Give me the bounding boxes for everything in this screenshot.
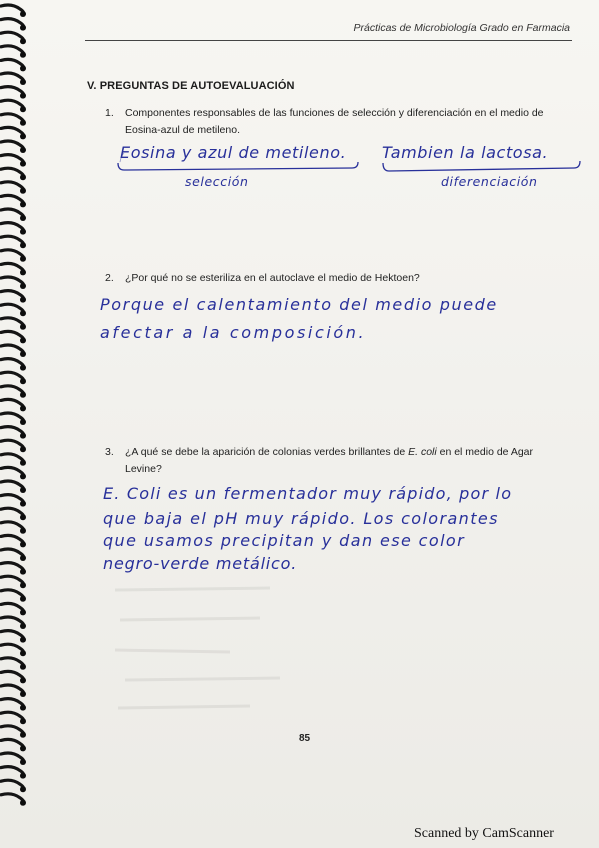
answer-3-line-4: negro-verde metálico. — [103, 554, 298, 573]
organism-name: E. coli — [408, 446, 437, 458]
answer-1-left-label: selección — [185, 174, 249, 189]
section-title: V. PREGUNTAS DE AUTOEVALUACIÓN — [87, 80, 295, 92]
answer-2-line-2: afectar a la composición. — [100, 323, 367, 342]
answer-3-line-3: que usamos precipitan y dan ese color — [103, 531, 466, 550]
answer-1-right: Tambien la lactosa. — [382, 143, 549, 162]
running-header: Prácticas de Microbiología Grado en Farmacia — [353, 22, 570, 34]
answer-2-line-1: Porque el calentamiento del medio puede — [100, 295, 498, 314]
question-text-line-1: Componentes responsables de las funciones de selección y diferenciación en el medio de — [125, 107, 544, 119]
question-number: 1. — [105, 107, 114, 119]
question-text-line-2: Levine? — [125, 463, 162, 475]
answer-3-line-1: E. Coli es un fermentador muy rápido, por lo — [103, 484, 513, 503]
question-text-line-2: Eosina-azul de metileno. — [125, 124, 240, 136]
answer-3-line-2: que baja el pH muy rápido. Los colorantes — [103, 509, 499, 528]
bleed-through-marks — [110, 580, 310, 720]
scanner-watermark: Scanned by CamScanner — [414, 826, 554, 841]
page-number: 85 — [299, 733, 311, 744]
answer-1-right-label: diferenciación — [441, 174, 538, 189]
question-number: 3. — [105, 446, 114, 458]
question-text-line-1: ¿Por qué no se esteriliza en el autoclave el medio de Hektoen? — [125, 272, 420, 284]
question-number: 2. — [105, 272, 114, 284]
answer-1-left: Eosina y azul de metileno. — [120, 143, 347, 162]
question-text-line-1: ¿A qué se debe la aparición de colonias verdes brillantes de E. coli en el medio de Agar — [125, 446, 534, 458]
